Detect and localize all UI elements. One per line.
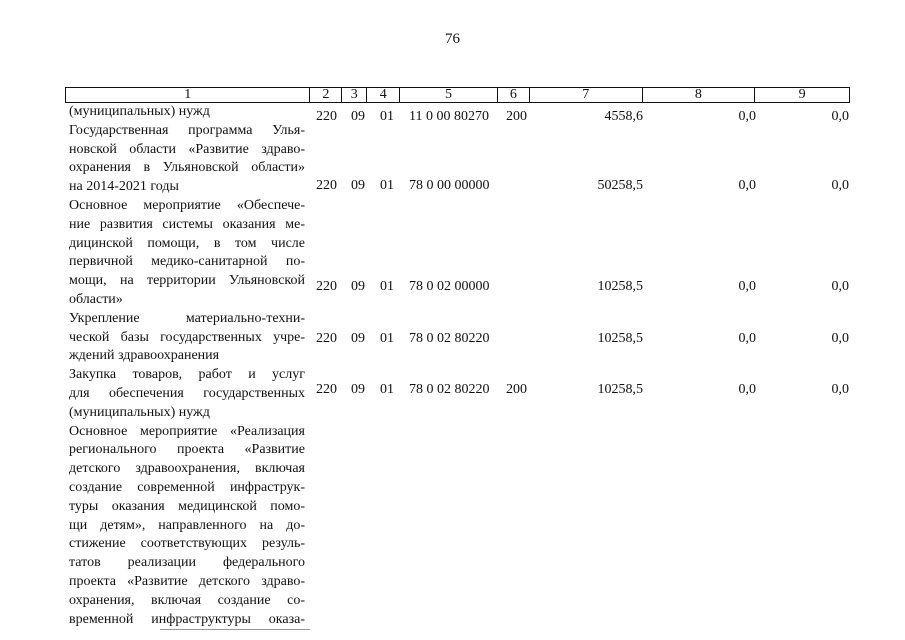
row-chapter-code: 220 <box>316 279 337 294</box>
header-col-6: 6 <box>498 88 530 102</box>
description-line: Основное мероприятие «Обеспече- <box>69 197 305 213</box>
row-expense-type: 200 <box>506 382 527 397</box>
description-line: регионального проекта «Развитие <box>69 442 305 458</box>
table-row <box>0 278 905 296</box>
scan-artifact-line <box>160 629 310 630</box>
row-amount-2: 0,0 <box>738 178 756 193</box>
row-amount-3: 0,0 <box>831 382 849 397</box>
row-section-code: 09 <box>351 178 365 193</box>
description-line: первичной медико-санитарной по- <box>69 254 305 270</box>
row-amount-1: 10258,5 <box>597 279 643 294</box>
description-line: мощи, на территории Ульяновской <box>69 273 305 289</box>
description-line: Укрепление материально-техни- <box>69 310 305 326</box>
header-col-1: 1 <box>66 88 310 102</box>
table-header <box>65 87 850 103</box>
description-line: стижение соответствующих резуль- <box>69 536 305 552</box>
description-line: создание современной инфраструк- <box>69 479 305 495</box>
description-line: дицинской помощи, в том числе <box>69 235 305 251</box>
row-amount-2: 0,0 <box>738 109 756 124</box>
row-subsection-code: 01 <box>380 382 394 397</box>
row-amount-2: 0,0 <box>738 279 756 294</box>
table-row <box>0 108 905 126</box>
description-line: для обеспечения государственных <box>69 385 305 401</box>
description-line: ние развития системы оказания ме- <box>69 216 305 232</box>
description-line: Закупка товаров, работ и услуг <box>69 367 305 383</box>
row-section-code: 09 <box>351 109 365 124</box>
row-amount-3: 0,0 <box>831 331 849 346</box>
row-subsection-code: 01 <box>380 331 394 346</box>
table-row <box>0 381 905 399</box>
description-line: (муниципальных) нужд <box>69 104 210 119</box>
description-line: татов реализации федерального <box>69 555 305 571</box>
row-chapter-code: 220 <box>316 382 337 397</box>
row-target-article: 78 0 02 80220 <box>409 382 490 397</box>
row-target-article: 78 0 00 00000 <box>409 178 490 193</box>
description-line: ждений здравоохранения <box>69 348 220 364</box>
row-amount-3: 0,0 <box>831 178 849 193</box>
description-line: проекта «Развитие детского здраво- <box>69 573 305 589</box>
description-line: детского здравоохранения, включая <box>69 461 305 477</box>
header-col-2: 2 <box>310 88 342 102</box>
description-line: Основное мероприятие «Реализация <box>69 423 305 439</box>
row-section-code: 09 <box>351 279 365 294</box>
table-row <box>0 177 905 195</box>
row-amount-1: 4558,6 <box>604 109 643 124</box>
row-chapter-code: 220 <box>316 331 337 346</box>
page-number: 76 <box>445 31 460 47</box>
description-line: ческой базы государственных учре- <box>69 329 305 345</box>
row-section-code: 09 <box>351 331 365 346</box>
description-line: на 2014-2021 годы <box>69 179 179 195</box>
row-subsection-code: 01 <box>380 279 394 294</box>
description-line: охранения, включая создание со- <box>69 592 305 608</box>
row-amount-2: 0,0 <box>738 382 756 397</box>
row-section-code: 09 <box>351 382 365 397</box>
table-row <box>0 330 905 348</box>
header-col-5: 5 <box>400 88 498 102</box>
description-line: щи детям», направленного на до- <box>69 517 305 533</box>
row-amount-3: 0,0 <box>831 109 849 124</box>
row-target-article: 78 0 02 00000 <box>409 279 490 294</box>
row-chapter-code: 220 <box>316 178 337 193</box>
description-line: временной инфраструктуры оказа- <box>69 611 305 627</box>
description-line: (муниципальных) нужд <box>69 404 210 420</box>
row-subsection-code: 01 <box>380 109 394 124</box>
row-target-article: 78 0 02 80220 <box>409 331 490 346</box>
description-line: области» <box>69 291 123 307</box>
description-line: Государственная программа Улья- <box>69 122 305 138</box>
row-chapter-code: 220 <box>316 109 337 124</box>
header-col-9: 9 <box>798 87 806 102</box>
description-line: новской области «Развитие здраво- <box>69 141 305 157</box>
row-amount-1: 10258,5 <box>597 382 643 397</box>
description-line: охранения в Ульяновской области» <box>69 160 305 176</box>
header-col-3: 3 <box>342 88 367 102</box>
row-target-article: 11 0 00 80270 <box>409 109 489 124</box>
row-amount-1: 50258,5 <box>597 178 643 193</box>
header-col-4: 4 <box>367 88 400 102</box>
row-amount-1: 10258,5 <box>597 331 643 346</box>
row-amount-3: 0,0 <box>831 279 849 294</box>
header-col-8: 8 <box>643 88 756 102</box>
row-subsection-code: 01 <box>380 178 394 193</box>
header-col-7: 7 <box>530 88 643 102</box>
description-line: туры оказания медицинской помо- <box>69 498 305 514</box>
row-amount-2: 0,0 <box>738 331 756 346</box>
row-expense-type: 200 <box>506 109 527 124</box>
